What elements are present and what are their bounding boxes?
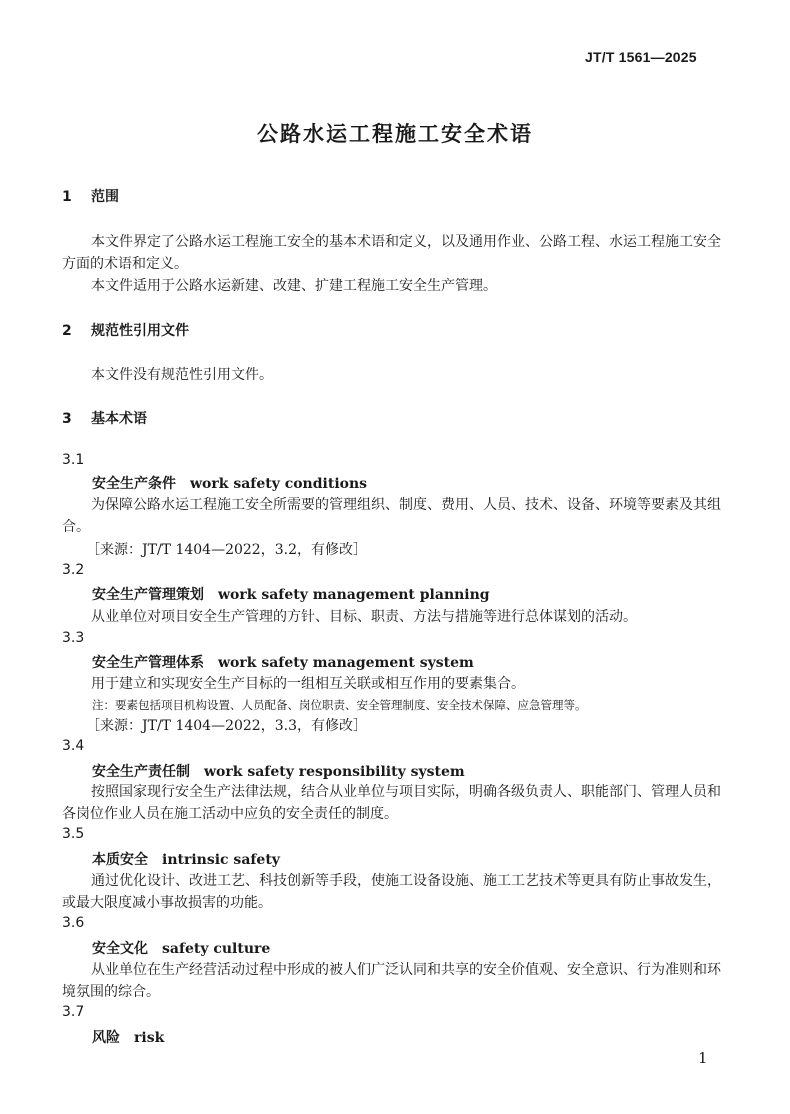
- term-name: [92, 849, 280, 869]
- term-name: [92, 652, 474, 672]
- term-number: 3.4: [62, 738, 85, 754]
- term-zh: 安全生产责任制: [92, 764, 190, 780]
- term-number: 3.2: [62, 562, 85, 578]
- term-zh: 安全生产管理体系: [92, 655, 204, 671]
- term-source: ［来源：JT/T 1404—2022，3.2，有修改］: [86, 542, 367, 558]
- term-zh: 本质安全: [92, 852, 148, 868]
- term-definition: 从业单位在生产经营活动过程中形成的被人们广泛认同和共享的安全价值观、安全意识、行为准则和环境氛围的综合。: [62, 962, 721, 1000]
- paragraph: 本文件适用于公路水运新建、改建、扩建工程施工安全生产管理。: [91, 278, 497, 294]
- term-name: [92, 473, 367, 493]
- term-zh: 安全生产管理策划: [92, 587, 204, 603]
- section-heading-2: [62, 320, 189, 340]
- section-title: 规范性引用文件: [91, 323, 189, 339]
- term-note: 注：要素包括项目机构设置、人员配备、岗位职责、安全管理制度、安全技术保障、应急管理等。: [92, 698, 587, 712]
- term-definition: 从业单位对项目安全生产管理的方针、目标、职责、方法与措施等进行总体谋划的活动。: [91, 609, 637, 625]
- term-zh: 安全文化: [92, 941, 148, 957]
- section-heading-1: [62, 186, 119, 206]
- term-zh: 风险: [92, 1030, 120, 1046]
- section-heading-3: [62, 408, 147, 428]
- term-number: 3.3: [62, 630, 85, 646]
- term-number: 3.1: [62, 452, 85, 468]
- term-en: intrinsic safety: [162, 852, 280, 868]
- page-number: 1: [698, 1049, 708, 1067]
- paragraph: 本文件没有规范性引用文件。: [91, 367, 273, 383]
- section-number: 3: [62, 411, 72, 427]
- term-definition: 为保障公路水运工程施工安全所需要的管理组织、制度、费用、人员、技术、设备、环境等要素及其组合。: [62, 497, 721, 535]
- term-name: [92, 761, 465, 781]
- section-number: 2: [62, 323, 72, 339]
- paragraph: 本文件界定了公路水运工程施工安全的基本术语和定义，以及通用作业、公路工程、水运工程施工安全方面的术语和定义。: [62, 234, 721, 272]
- term-en: safety culture: [162, 941, 271, 957]
- standard-code: JT/T 1561—2025: [585, 49, 697, 65]
- term-name: [92, 938, 270, 958]
- section-number: 1: [62, 189, 72, 205]
- section-title: 基本术语: [91, 411, 147, 427]
- term-definition: 按照国家现行安全生产法律法规，结合从业单位与项目实际，明确各级负责人、职能部门、管理人员和各岗位作业人员在施工活动中应负的安全责任的制度。: [62, 784, 721, 822]
- term-number: 3.7: [62, 1004, 85, 1020]
- term-en: work safety management planning: [218, 587, 490, 603]
- term-en: work safety responsibility system: [204, 764, 465, 780]
- term-number: 3.5: [62, 826, 85, 842]
- term-definition: 通过优化设计、改进工艺、科技创新等手段，使施工设备设施、施工工艺技术等更具有防止事故发生，或最大限度减小事故损害的功能。: [62, 873, 721, 911]
- term-en: work safety conditions: [190, 476, 368, 492]
- section-title: 范围: [91, 189, 119, 205]
- document-title: 公路水运工程施工安全术语: [257, 122, 533, 146]
- term-name: [92, 584, 490, 604]
- term-definition: 用于建立和实现安全生产目标的一组相互关联或相互作用的要素集合。: [91, 676, 525, 692]
- term-number: 3.6: [62, 915, 85, 931]
- term-en: risk: [134, 1030, 165, 1046]
- term-source: ［来源：JT/T 1404—2022，3.3，有修改］: [86, 718, 367, 734]
- term-zh: 安全生产条件: [92, 476, 176, 492]
- term-en: work safety management system: [218, 655, 474, 671]
- term-name: [92, 1027, 164, 1047]
